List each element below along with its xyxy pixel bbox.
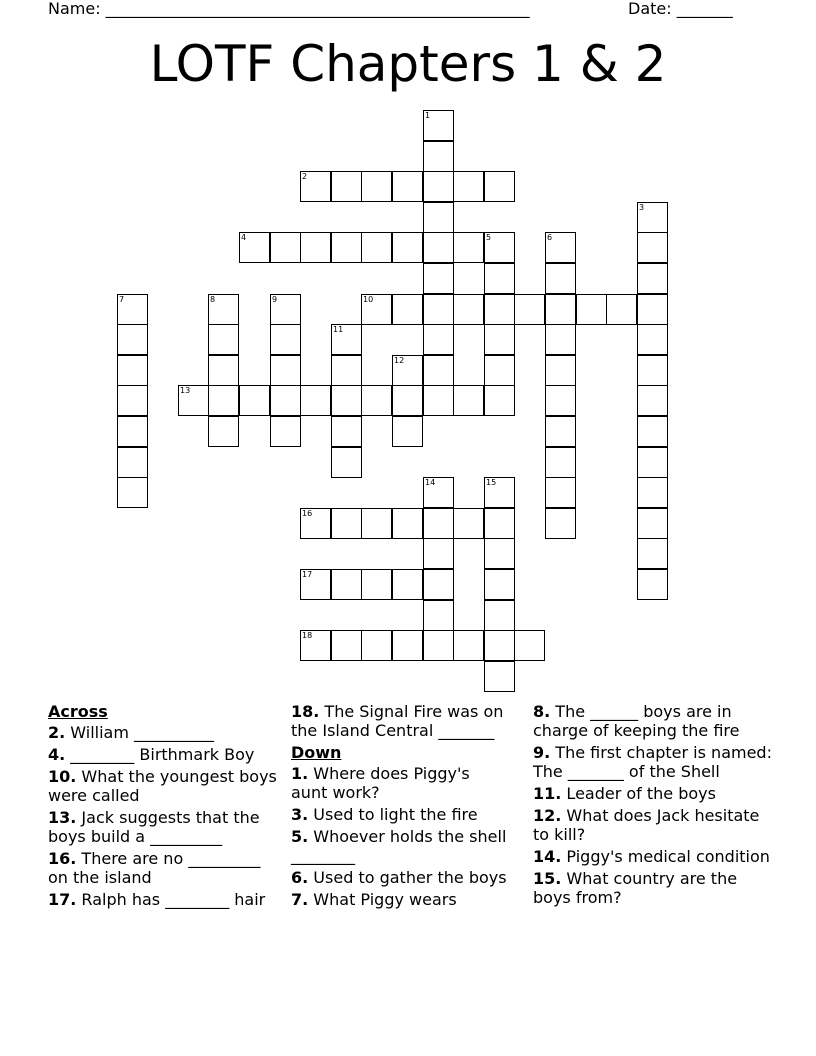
- grid-cell[interactable]: [208, 355, 239, 386]
- grid-cell[interactable]: [208, 294, 239, 325]
- grid-cell[interactable]: [392, 171, 423, 202]
- clues-column-3: [533, 702, 773, 910]
- clue-across-4: [48, 745, 280, 764]
- clue-text: ________ Birthmark Boy: [65, 745, 255, 764]
- grid-cell[interactable]: [423, 385, 454, 416]
- clue-down-3: [291, 805, 511, 824]
- grid-cell[interactable]: [331, 508, 362, 539]
- clue-number-label: 10: [363, 295, 374, 304]
- clue-down-9: [533, 743, 773, 781]
- clue-number: 6.: [291, 868, 309, 887]
- clue-number-label: 1: [425, 111, 431, 120]
- clue-number-label: 3: [639, 203, 645, 212]
- grid-cell[interactable]: [270, 355, 301, 386]
- grid-cell[interactable]: [484, 600, 515, 631]
- clue-down-15: [533, 869, 773, 907]
- clue-number-label: 14: [425, 478, 436, 487]
- grid-cell[interactable]: [545, 324, 576, 355]
- grid-cell[interactable]: [423, 232, 454, 263]
- clue-down-8: [533, 702, 773, 740]
- grid-cell[interactable]: [331, 324, 362, 355]
- grid-cell[interactable]: [514, 294, 545, 325]
- grid-cell[interactable]: [576, 294, 607, 325]
- grid-cell[interactable]: [392, 508, 423, 539]
- grid-cell[interactable]: [637, 569, 668, 600]
- clue-down-14: [533, 847, 773, 866]
- across-clues-column-1: [48, 702, 280, 912]
- grid-cell[interactable]: [392, 569, 423, 600]
- clue-number: 11.: [533, 784, 562, 803]
- grid-cell[interactable]: [361, 630, 392, 661]
- grid-cell[interactable]: [117, 324, 148, 355]
- grid-cell[interactable]: [545, 508, 576, 539]
- grid-cell[interactable]: [331, 447, 362, 478]
- grid-cell[interactable]: [392, 385, 423, 416]
- clue-text: Leader of the boys: [561, 784, 716, 803]
- grid-cell[interactable]: [392, 416, 423, 447]
- clue-number-label: 11: [333, 325, 344, 334]
- clue-number-label: 9: [272, 295, 278, 304]
- clue-text: The first chapter is named: The _______ of the Shell: [533, 743, 772, 781]
- clue-text: Whoever holds the shell ________: [291, 827, 507, 865]
- grid-cell[interactable]: [392, 630, 423, 661]
- clue-number: 18.: [291, 702, 320, 721]
- grid-cell[interactable]: [637, 508, 668, 539]
- grid-cell[interactable]: [300, 569, 331, 600]
- grid-cell[interactable]: [361, 569, 392, 600]
- grid-cell[interactable]: [453, 508, 484, 539]
- clue-number: 16.: [48, 849, 77, 868]
- page-title: LOTF Chapters 1 & 2: [149, 35, 667, 93]
- clue-number-label: 12: [394, 356, 405, 365]
- clue-text: William __________: [65, 723, 215, 742]
- clue-text: The Signal Fire was on the Island Central _______: [291, 702, 504, 740]
- grid-cell[interactable]: [484, 355, 515, 386]
- clue-across-17: [48, 890, 280, 909]
- clue-text: What country are the boys from?: [533, 869, 738, 907]
- grid-cell[interactable]: [117, 477, 148, 508]
- grid-cell[interactable]: [300, 385, 331, 416]
- clue-number-label: 17: [302, 570, 313, 579]
- grid-cell[interactable]: [423, 141, 454, 172]
- grid-cell[interactable]: [300, 630, 331, 661]
- clue-text: Used to light the fire: [308, 805, 478, 824]
- grid-cell[interactable]: [239, 385, 270, 416]
- grid-cell[interactable]: [361, 171, 392, 202]
- clue-down-6: [291, 868, 511, 887]
- grid-cell[interactable]: [331, 569, 362, 600]
- clue-number-label: 2: [302, 172, 308, 181]
- grid-cell[interactable]: [117, 416, 148, 447]
- grid-cell[interactable]: [423, 630, 454, 661]
- grid-cell[interactable]: [331, 385, 362, 416]
- grid-cell[interactable]: [208, 324, 239, 355]
- clue-number: 17.: [48, 890, 77, 909]
- grid-cell[interactable]: [361, 294, 392, 325]
- clue-number: 4.: [48, 745, 66, 764]
- clue-number-label: 18: [302, 631, 313, 640]
- grid-cell[interactable]: [637, 232, 668, 263]
- clue-text: Jack suggests that the boys build a _________: [48, 808, 260, 846]
- grid-cell[interactable]: [484, 508, 515, 539]
- grid-cell[interactable]: [637, 202, 668, 233]
- clue-number-label: 7: [119, 295, 125, 304]
- grid-cell[interactable]: [453, 294, 484, 325]
- grid-cell[interactable]: [545, 232, 576, 263]
- date-field-label: Date: _______: [628, 0, 733, 18]
- grid-cell[interactable]: [545, 263, 576, 294]
- clue-number: 3.: [291, 805, 309, 824]
- grid-cell[interactable]: [392, 355, 423, 386]
- clue-number: 12.: [533, 806, 562, 825]
- grid-cell[interactable]: [637, 416, 668, 447]
- clue-text: What does Jack hesitate to kill?: [533, 806, 760, 844]
- grid-cell[interactable]: [545, 447, 576, 478]
- grid-cell[interactable]: [178, 385, 209, 416]
- grid-cell[interactable]: [453, 630, 484, 661]
- grid-cell[interactable]: [484, 538, 515, 569]
- grid-cell[interactable]: [331, 416, 362, 447]
- clue-across-2: [48, 723, 280, 742]
- grid-cell[interactable]: [637, 355, 668, 386]
- grid-cell[interactable]: [270, 416, 301, 447]
- clue-number: 5.: [291, 827, 309, 846]
- clue-down-1: [291, 764, 511, 802]
- grid-cell[interactable]: [423, 569, 454, 600]
- down-heading: Down: [291, 743, 342, 762]
- grid-cell[interactable]: [606, 294, 637, 325]
- clues-column-2: [291, 702, 511, 912]
- grid-cell[interactable]: [484, 477, 515, 508]
- grid-cell[interactable]: [361, 385, 392, 416]
- clue-across-16: [48, 849, 280, 887]
- grid-cell[interactable]: [453, 171, 484, 202]
- grid-cell[interactable]: [423, 508, 454, 539]
- clue-number: 7.: [291, 890, 309, 909]
- grid-cell[interactable]: [637, 263, 668, 294]
- grid-cell[interactable]: [484, 232, 515, 263]
- grid-cell[interactable]: [423, 202, 454, 233]
- clue-number: 15.: [533, 869, 562, 888]
- clue-number: 10.: [48, 767, 77, 786]
- clue-down-11: [533, 784, 773, 803]
- grid-cell[interactable]: [484, 263, 515, 294]
- clue-number-label: 6: [547, 233, 553, 242]
- grid-cell[interactable]: [545, 477, 576, 508]
- grid-cell[interactable]: [484, 630, 515, 661]
- clue-text: Where does Piggy's aunt work?: [291, 764, 470, 802]
- across-heading: Across: [48, 702, 108, 721]
- grid-cell[interactable]: [392, 232, 423, 263]
- clue-down-12: [533, 806, 773, 844]
- grid-cell[interactable]: [423, 324, 454, 355]
- grid-cell[interactable]: [423, 294, 454, 325]
- grid-cell[interactable]: [208, 416, 239, 447]
- grid-cell[interactable]: [484, 385, 515, 416]
- clue-number: 13.: [48, 808, 77, 827]
- grid-cell[interactable]: [545, 294, 576, 325]
- clue-text: Used to gather the boys: [308, 868, 507, 887]
- grid-cell[interactable]: [514, 630, 545, 661]
- grid-cell[interactable]: [270, 385, 301, 416]
- grid-cell[interactable]: [423, 171, 454, 202]
- clue-number-label: 8: [210, 295, 216, 304]
- clue-number-label: 15: [486, 478, 497, 487]
- grid-cell[interactable]: [484, 324, 515, 355]
- grid-cell[interactable]: [361, 508, 392, 539]
- grid-cell[interactable]: [117, 447, 148, 478]
- grid-cell[interactable]: [637, 477, 668, 508]
- clue-across-10: [48, 767, 280, 805]
- clue-text: Piggy's medical condition: [561, 847, 770, 866]
- clue-number-label: 13: [180, 386, 191, 395]
- grid-cell[interactable]: [637, 538, 668, 569]
- grid-cell[interactable]: [423, 600, 454, 631]
- name-field-label: Name: _____________________________________________________: [48, 0, 530, 18]
- grid-cell[interactable]: [637, 447, 668, 478]
- grid-cell[interactable]: [270, 324, 301, 355]
- clue-text: The ______ boys are in charge of keeping the fire: [533, 702, 740, 740]
- clue-down-7: [291, 890, 511, 909]
- grid-cell[interactable]: [423, 263, 454, 294]
- clue-text: What Piggy wears: [308, 890, 457, 909]
- grid-cell[interactable]: [423, 110, 454, 141]
- grid-cell[interactable]: [484, 294, 515, 325]
- grid-cell[interactable]: [423, 355, 454, 386]
- grid-cell[interactable]: [453, 385, 484, 416]
- grid-cell[interactable]: [637, 385, 668, 416]
- grid-cell[interactable]: [239, 232, 270, 263]
- clue-text: There are no _________ on the island: [48, 849, 261, 887]
- grid-cell[interactable]: [270, 232, 301, 263]
- clue-text: Ralph has ________ hair: [76, 890, 266, 909]
- grid-cell[interactable]: [300, 508, 331, 539]
- grid-cell[interactable]: [453, 232, 484, 263]
- grid-cell[interactable]: [637, 324, 668, 355]
- clue-number-label: 4: [241, 233, 247, 242]
- clue-number: 1.: [291, 764, 309, 783]
- grid-cell[interactable]: [423, 477, 454, 508]
- clue-across-13: [48, 808, 280, 846]
- grid-cell[interactable]: [300, 171, 331, 202]
- grid-cell[interactable]: [545, 385, 576, 416]
- grid-cell[interactable]: [331, 630, 362, 661]
- clue-number: 2.: [48, 723, 66, 742]
- clue-number: 8.: [533, 702, 551, 721]
- grid-cell[interactable]: [484, 569, 515, 600]
- clue-number: 14.: [533, 847, 562, 866]
- grid-cell[interactable]: [208, 385, 239, 416]
- clue-across-18: [291, 702, 511, 740]
- grid-cell[interactable]: [361, 232, 392, 263]
- grid-cell[interactable]: [545, 416, 576, 447]
- clue-number-label: 5: [486, 233, 492, 242]
- grid-cell[interactable]: [300, 232, 331, 263]
- grid-cell[interactable]: [270, 294, 301, 325]
- clue-number-label: 16: [302, 509, 313, 518]
- grid-cell[interactable]: [331, 355, 362, 386]
- grid-cell[interactable]: [117, 355, 148, 386]
- grid-cell[interactable]: [423, 538, 454, 569]
- grid-cell[interactable]: [392, 294, 423, 325]
- grid-cell[interactable]: [637, 294, 668, 325]
- grid-cell[interactable]: [331, 232, 362, 263]
- grid-cell[interactable]: [545, 355, 576, 386]
- clue-down-5: [291, 827, 511, 865]
- grid-cell[interactable]: [484, 171, 515, 202]
- grid-cell[interactable]: [117, 294, 148, 325]
- clue-number: 9.: [533, 743, 551, 762]
- grid-cell[interactable]: [484, 661, 515, 692]
- grid-cell[interactable]: [117, 385, 148, 416]
- grid-cell[interactable]: [331, 171, 362, 202]
- clue-text: What the youngest boys were called: [48, 767, 277, 805]
